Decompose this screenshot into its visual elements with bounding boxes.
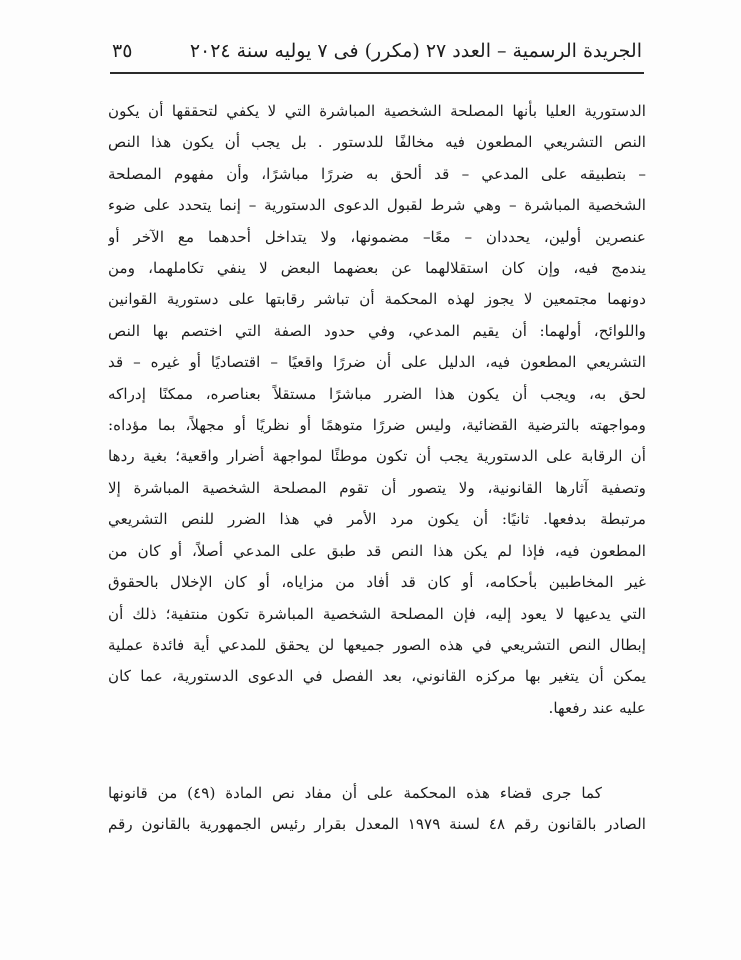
text-line: التشريعي المطعون فيه، الدليل على أن ضررًا واقعيًا – اقتصاديًا أو غيره – قد [108,353,646,372]
text-line: – بتطبيقه على المدعي – قد ألحق به ضررًا مباشرًا، وأن مفهوم المصلحة [108,164,646,183]
paragraph-2 [108,778,646,841]
text-line: الصادر بالقانون رقم ٤٨ لسنة ١٩٧٩ المعدل بقرار رئيس الجمهورية بالقانون رقم [108,815,646,834]
text-line: واللوائح، أولهما: أن يقيم المدعي، وفي حدود الصفة التي اختصم بها النص [108,321,646,340]
header-divider [110,72,644,74]
text-line: دونهما مجتمعين لا يجوز لهذه المحكمة أن تباشر رقابتها على دستورية القوانين [108,290,646,309]
text-line: الدستورية العليا بأنها المصلحة الشخصية المباشرة التي لا يكفي لتحققها أن يكون [108,102,646,120]
text-line: إبطال النص التشريعي في هذه الصور جميعها لن يحقق للمدعي أية فائدة عملية [108,635,646,654]
text-line: النص التشريعي المطعون فيه مخالفًا للدستور . بل يجب أن يكون هذا النص [108,133,646,152]
text-line: وتصفية آثارها القانونية، ولا يتصور أن تقوم المصلحة الشخصية المباشرة إلا [108,478,646,497]
page-number: ٣٥ [112,40,133,62]
page-header [112,36,642,70]
text-line: التي يدعيها لا يعود إليه، فإن المصلحة الشخصية المباشرة تكون منتفية؛ ذلك أن [108,604,646,623]
text-line: عليه عند رفعها. [548,698,646,717]
text-line: أن الرقابة على الدستورية يجب أن تكون موطئًا لمواجهة أضرار واقعية؛ بغية ردها [108,447,646,466]
paragraph-1 [108,96,646,724]
text-line: غير المخاطبين بأحكامه، أو كان قد أفاد من مزاياه، أو كان الإخلال بالحقوق [108,573,646,592]
text-line: يندمج فيه، وإن كان استقلالهما عن بعضهما البعض لا ينفي تكاملهما، ومن [108,259,646,278]
text-line: المطعون فيه، فإذا لم يكن هذا النص قد طبق على المدعي أصلاً، أو كان من [108,541,646,560]
text-line: ومواجهته بالترضية القضائية، وليس ضررًا متوهمًا أو نظريًا أو مجهلاً، بما مؤداه: [108,416,646,435]
text-line: مرتبطة بدفعها. ثانيًا: أن يكون مرد الأمر في هذا الضرر للنص التشريعي [108,510,646,529]
text-line: كما جرى قضاء هذه المحكمة على أن مفاد نص المادة (٤٩) من قانونها [108,784,603,802]
header-title: الجريدة الرسمية – العدد ٢٧ (مكرر) فى ٧ يوليه سنة ٢٠٢٤ [189,40,642,62]
text-line: يمكن أن يتغير بها مركزه القانوني، بعد الفصل في الدعوى الدستورية، عما كان [108,667,646,686]
text-line: الشخصية المباشرة – وهي شرط لقبول الدعوى الدستورية – إنما يتحدد على ضوء [108,196,646,215]
text-line: عنصرين أولين، يحددان – معًا– مضمونها، ولا يتداخل أحدهما مع الآخر أو [108,227,646,246]
text-line: لحق به، ويجب أن يكون هذا الضرر مباشرًا مستقلاً بعناصره، ممكنًا إدراكه [108,384,646,403]
